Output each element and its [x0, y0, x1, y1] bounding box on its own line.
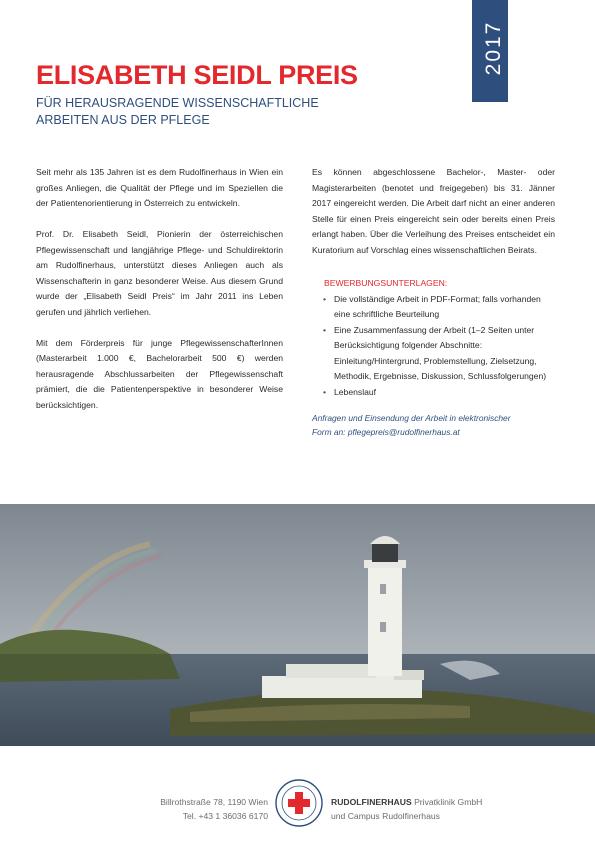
subtitle-line: FÜR HERAUSRAGENDE WISSENSCHAFTLICHE — [36, 96, 319, 110]
address-line: Billrothstraße 78, 1190 Wien — [160, 797, 268, 807]
list-item: • Eine Zusammenfassung der Arbeit (1–2 Seiten unter Berücksichtigung folgender Abschnitte: Einleitung/Hintergrund, Problemstellung, Zielsetzung, Methodik, Ergebnisse, Diskussion, Schlussfolgerungen) — [323, 323, 555, 385]
submission-note — [312, 411, 555, 439]
page-title: ELISABETH SEIDL PREIS — [36, 60, 358, 90]
documents-list — [312, 292, 555, 401]
paragraph: Seit mehr als 135 Jahren ist es dem Rudolfinerhaus in Wien ein großes Anliegen, die Qualität der Pflege und im Speziellen die der Patientenorientierung in Österreich zu entwickeln. — [36, 167, 283, 208]
page-subtitle — [36, 95, 319, 129]
right-column — [312, 165, 555, 439]
year-label: 2017 — [482, 20, 505, 76]
note-line: Anfragen und Einsendung der Arbeit in elektronischer — [312, 413, 511, 423]
paragraph: Prof. Dr. Elisabeth Seidl, Pionierin der österreichischen Pflegewissenschaft und langjährige Pflege- und Schuldirektorin am Rudolfinerhaus, unterstützt dieses Anliegen auch als Wissenschafterin in ganz besonderer Weise. Aus diesem Grund wurde der „Elisabeth Seidl Preis“ im Jahr 2011 ins Leben gerufen und jährlich verliehen. — [36, 229, 283, 317]
org-line: und Campus Rudolfinerhaus — [331, 810, 440, 821]
year-tab — [472, 0, 508, 102]
red-cross-seal-icon — [274, 778, 324, 828]
phone-line: Tel. +43 1 36036 6170 — [182, 810, 268, 821]
left-column — [36, 165, 283, 429]
note-line: Form an: pflegepreis@rudolfinerhaus.at — [312, 427, 460, 437]
org-name: RUDOLFINERHAUS — [331, 797, 412, 807]
paragraph: Es können abgeschlossene Bachelor-, Master- oder Magisterarbeiten (benotet und freigegeben) bis 31. Jänner 2017 eingereicht werden. Die Arbeit darf nicht an einer anderen Stelle für einen Preis eingereicht sein oder bereits einen Preis erlangt haben. Über die Verleihung des Preises entscheidet ein Kuratorium auf Vorschlag eines wissenschaftlichen Beirats. — [312, 167, 555, 255]
list-item: • Die vollständige Arbeit in PDF-Format; falls vorhanden eine schriftliche Beurteilung — [323, 292, 555, 323]
paragraph: Mit dem Förderpreis für junge PflegewissenschafterInnen (Masterarbeit 1.000 €, Bachelorarbeit 500 €) werden herausragende Abschlussarbeiten der Pflegewissenschaft prämiert, die die Patientenperspektive in besonderer Weise berücksichtigen. — [36, 337, 283, 410]
footer-address — [120, 796, 268, 823]
lighthouse-photo — [0, 504, 595, 746]
subtitle-line: ARBEITEN AUS DER PFLEGE — [36, 113, 210, 127]
section-heading: BEWERBUNGSUNTERLAGEN: — [324, 278, 448, 288]
org-suffix: Privatklinik GmbH — [411, 797, 483, 807]
list-item: • Lebenslauf — [323, 385, 555, 401]
footer-organisation — [331, 796, 482, 823]
